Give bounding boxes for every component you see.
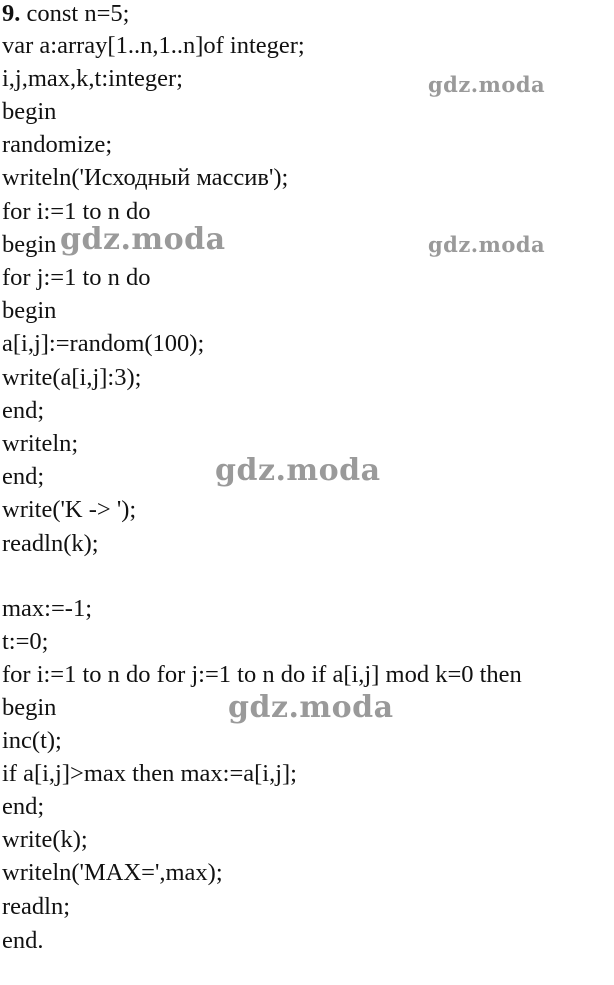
code-line-19: max:=-1; bbox=[2, 595, 93, 622]
code-line-25: end; bbox=[2, 793, 45, 820]
code-line-10: begin bbox=[2, 297, 57, 324]
code-line-16: write('K -> '); bbox=[2, 496, 137, 523]
watermark: gdz.moda bbox=[428, 232, 546, 257]
code-line-7: for i:=1 to n do bbox=[2, 198, 151, 225]
code-line-8: begin bbox=[2, 231, 57, 258]
code-line-22: begin bbox=[2, 694, 57, 721]
code-line-29: end. bbox=[2, 927, 44, 954]
code-line-13: end; bbox=[2, 397, 45, 424]
code-line-15: end; bbox=[2, 463, 45, 490]
code-line-4: begin bbox=[2, 98, 57, 125]
code-line-26: write(k); bbox=[2, 826, 88, 853]
watermark: gdz.moda bbox=[228, 690, 394, 725]
code-line-21: for i:=1 to n do for j:=1 to n do if a[i,j] mod k=0 then bbox=[2, 661, 522, 688]
code-line-9: for j:=1 to n do bbox=[2, 264, 151, 291]
watermark: gdz.moda bbox=[215, 453, 381, 488]
code-line-2: var a:array[1..n,1..n]of integer; bbox=[2, 32, 305, 59]
code-line-12: write(a[i,j]:3); bbox=[2, 364, 142, 391]
task-number: 9. bbox=[2, 0, 21, 27]
watermark: gdz.moda bbox=[428, 72, 546, 97]
code-line-23: inc(t); bbox=[2, 727, 62, 754]
code-line-1 bbox=[2, 0, 129, 28]
code-line-28: readln; bbox=[2, 893, 71, 920]
code-line-14: writeln; bbox=[2, 430, 79, 457]
watermark: gdz.moda bbox=[60, 222, 226, 257]
code-line-27: writeln('MAX=',max); bbox=[2, 859, 223, 886]
code-line-17: readln(k); bbox=[2, 530, 99, 557]
code-line-5: randomize; bbox=[2, 131, 113, 158]
code-line-20: t:=0; bbox=[2, 628, 49, 655]
code-line-text: const n=5; bbox=[20, 0, 130, 27]
code-line-3: i,j,max,k,t:integer; bbox=[2, 65, 183, 92]
code-line-11: a[i,j]:=random(100); bbox=[2, 330, 205, 357]
code-line-6: writeln('Исходный массив'); bbox=[2, 164, 289, 191]
code-line-24: if a[i,j]>max then max:=a[i,j]; bbox=[2, 760, 297, 787]
